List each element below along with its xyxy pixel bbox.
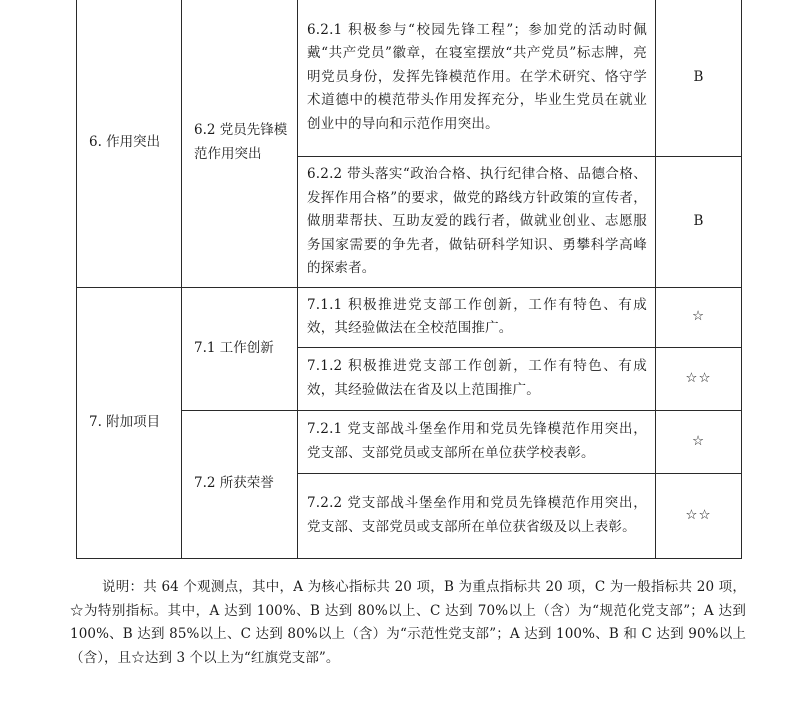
observation-7-1-2: 7.1.2 积极推进党支部工作创新，工作有特色、有成效，其经验做法在省及以上范围推广。 bbox=[298, 347, 656, 410]
level2-indicator-7-1: 7.1 工作创新 bbox=[182, 287, 298, 410]
observation-6-2-1: 6.2.1 积极参与“校园先锋工程”；参加党的活动时佩戴“共产党员”徽章，在寝室摆放“共产党员”标志牌，亮明党员身份，发挥先锋模范作用。在学术研究、恪守学术道德中的模范带头作用发挥充分，毕业生党员在就业创业中的导向和示范作用突出。 bbox=[298, 0, 656, 157]
observation-7-1-1: 7.1.1 积极推进党支部工作创新，工作有特色、有成效，其经验做法在全校范围推广。 bbox=[298, 287, 656, 347]
grade-7-2-2: ☆☆ bbox=[656, 473, 742, 558]
observation-6-2-2: 6.2.2 带头落实“政治合格、执行纪律合格、品德合格、发挥作用合格”的要求，做党的路线方针政策的宣传者，做朋辈帮扶、互助友爱的践行者，做就业创业、志愿服务国家需要的争先者，做钻研科学知识、勇攀科学高峰的探索者。 bbox=[298, 157, 656, 288]
level1-indicator-7: 7. 附加项目 bbox=[77, 287, 182, 558]
level1-indicator-6: 6. 作用突出 bbox=[77, 0, 182, 287]
evaluation-criteria-table bbox=[76, 0, 742, 559]
grade-7-1-1: ☆ bbox=[656, 287, 742, 347]
grade-7-2-1: ☆ bbox=[656, 410, 742, 473]
table-row bbox=[77, 287, 742, 347]
explanation-note: 说明：共 64 个观测点，其中，A 为核心指标共 20 项，B 为重点指标共 20 项，C 为一般指标共 20 项，☆为特别指标。其中，A 达到 100%、B 达到 80%以上、C 达到 70%以上（含）为“规范化党支部”；A 达到 100%、B 达到 85%以上、C 达到 80%以上（含）为“示范性党支部”；A 达到 100%、B 和 C 达到 90%以上（含），且☆达到 3 个以上为“红旗党支部”。 bbox=[70, 579, 746, 666]
grade-6-2-1: B bbox=[656, 0, 742, 157]
observation-7-2-2: 7.2.2 党支部战斗堡垒作用和党员先锋模范作用突出，党支部、支部党员或支部所在单位获省级及以上表彰。 bbox=[298, 473, 656, 558]
level2-indicator-6-2: 6.2 党员先锋模范作用突出 bbox=[182, 0, 298, 287]
level2-indicator-7-2: 7.2 所获荣誉 bbox=[182, 410, 298, 558]
observation-7-2-1: 7.2.1 党支部战斗堡垒作用和党员先锋模范作用突出，党支部、支部党员或支部所在单位获学校表彰。 bbox=[298, 410, 656, 473]
grade-6-2-2: B bbox=[656, 157, 742, 288]
grade-7-1-2: ☆☆ bbox=[656, 347, 742, 410]
table-row bbox=[77, 0, 742, 157]
